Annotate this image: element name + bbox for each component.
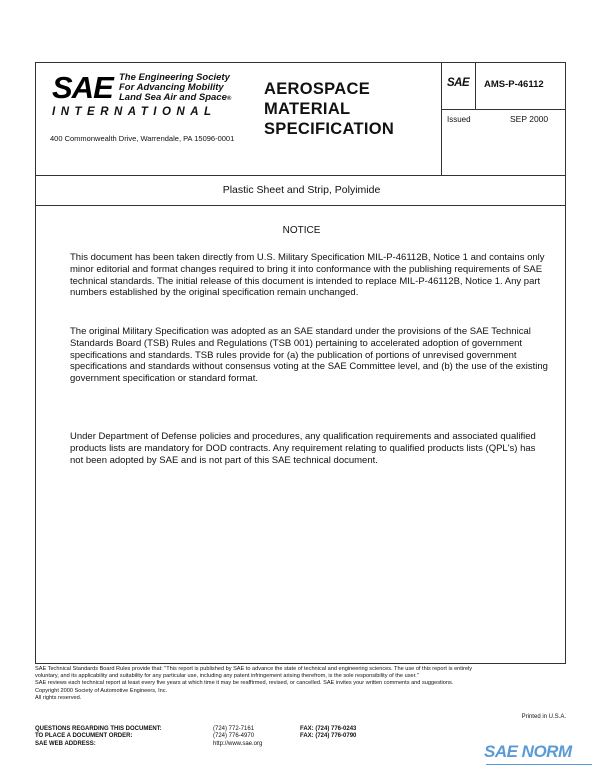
printed-in: Printed in U.S.A.	[521, 714, 566, 720]
sae-tagline	[119, 73, 279, 104]
legal-footer	[35, 666, 566, 747]
contact-label: TO PLACE A DOCUMENT ORDER:	[35, 733, 133, 740]
watermark-text: SAE NORM	[484, 742, 572, 761]
tagline-line: For Advancing Mobility	[119, 82, 224, 93]
international-wordmark: INTERNATIONAL	[52, 106, 217, 118]
footer-line: All rights reserved.	[35, 694, 82, 701]
issued-label: Issued	[447, 115, 471, 124]
spec-title-line: SPECIFICATION	[264, 120, 395, 138]
sae-logo: SAE	[52, 70, 113, 105]
contact-phone: (724) 776-4970	[213, 733, 255, 740]
footer-line: Copyright 2000 Society of Automotive Engineers, Inc.	[35, 687, 168, 694]
notice-body	[35, 206, 566, 664]
sae-logo-block	[50, 71, 270, 131]
document-number: AMS-P-46112	[484, 79, 544, 90]
sae-mini-divider	[475, 63, 476, 109]
header-divider	[441, 63, 442, 176]
notice-paragraph: The original Military Specification was adopted as an SAE standard under the provisions of the SAE Technical Standards Board (TSB) Rules and Regulations (TSB 001) pertaining to accelerated adoption of government specifications and standards. TSB rules provide for (a) the publication of portions of unrevised government specifications and standards without consensus voting at the SAE Committee level, and (b) the use of the existing government specification or standard format.	[70, 326, 548, 385]
header-right-rule	[442, 109, 566, 110]
web-address-link[interactable]: http://www.sae.org	[213, 740, 263, 747]
notice-paragraph: This document has been taken directly from U.S. Military Specification MIL-P-46112B, Notice 1 and contains only minor editorial and format changes required to bring it into conformance with the publishing requirements of SAE technical standards. The initial release of this document is intended to replace MIL-P-46112B, Notice 1. Any part numbers established by the original specification remain unchanged.	[70, 252, 545, 299]
tagline-line: Land Sea Air and Space®	[119, 92, 232, 103]
spec-type-title	[264, 79, 394, 139]
footer-line: SAE Technical Standards Board Rules provide that: "This report is published by SAE to advance the state of technical and engineering sciences. The use of this report is entirely	[35, 666, 473, 672]
contact-row	[35, 733, 566, 740]
contact-label: QUESTIONS REGARDING THIS DOCUMENT:	[35, 726, 162, 732]
footer-line: SAE reviews each technical report at least every five years at which time it may be reaffirmed, revised, or cancelled. SAE invites your written comments and suggestions.	[35, 680, 454, 687]
spec-title-line: MATERIAL	[264, 100, 351, 118]
contact-fax: FAX: (724) 776-0243	[300, 726, 357, 732]
contact-row	[35, 726, 566, 733]
contact-fax: FAX: (724) 776-0790	[300, 733, 357, 740]
issued-date: SEP 2000	[510, 114, 549, 124]
registered-mark: ®	[226, 96, 232, 102]
tagline-line: The Engineering Society	[119, 72, 230, 83]
contact-label: SAE WEB ADDRESS:	[35, 740, 96, 747]
title-box	[35, 176, 566, 206]
header-box	[35, 62, 566, 176]
contact-phone: (724) 772-7161	[213, 726, 255, 732]
footer-line: voluntary, and its applicability and suitability for any particular use, including any patent infringement arising therefrom, is the sole responsibility of the user."	[35, 673, 419, 680]
sae-norm-watermark	[484, 742, 594, 772]
sae-mini-logo: SAE	[447, 77, 470, 89]
notice-paragraph: Under Department of Defense policies and procedures, any qualification requirements and associated qualified products lists are mandatory for DOD contracts. Any requirement relating to qualified products lists (QPL's) has not been adopted by SAE and is not part of this SAE technical document.	[70, 431, 536, 466]
sae-address: 400 Commonwealth Drive, Warrendale, PA 15096-0001	[50, 134, 235, 143]
spec-title-line: AEROSPACE	[264, 80, 370, 98]
notice-heading: NOTICE	[282, 225, 321, 236]
watermark-rule	[486, 764, 592, 765]
document-title: Plastic Sheet and Strip, Polyimide	[222, 184, 381, 196]
